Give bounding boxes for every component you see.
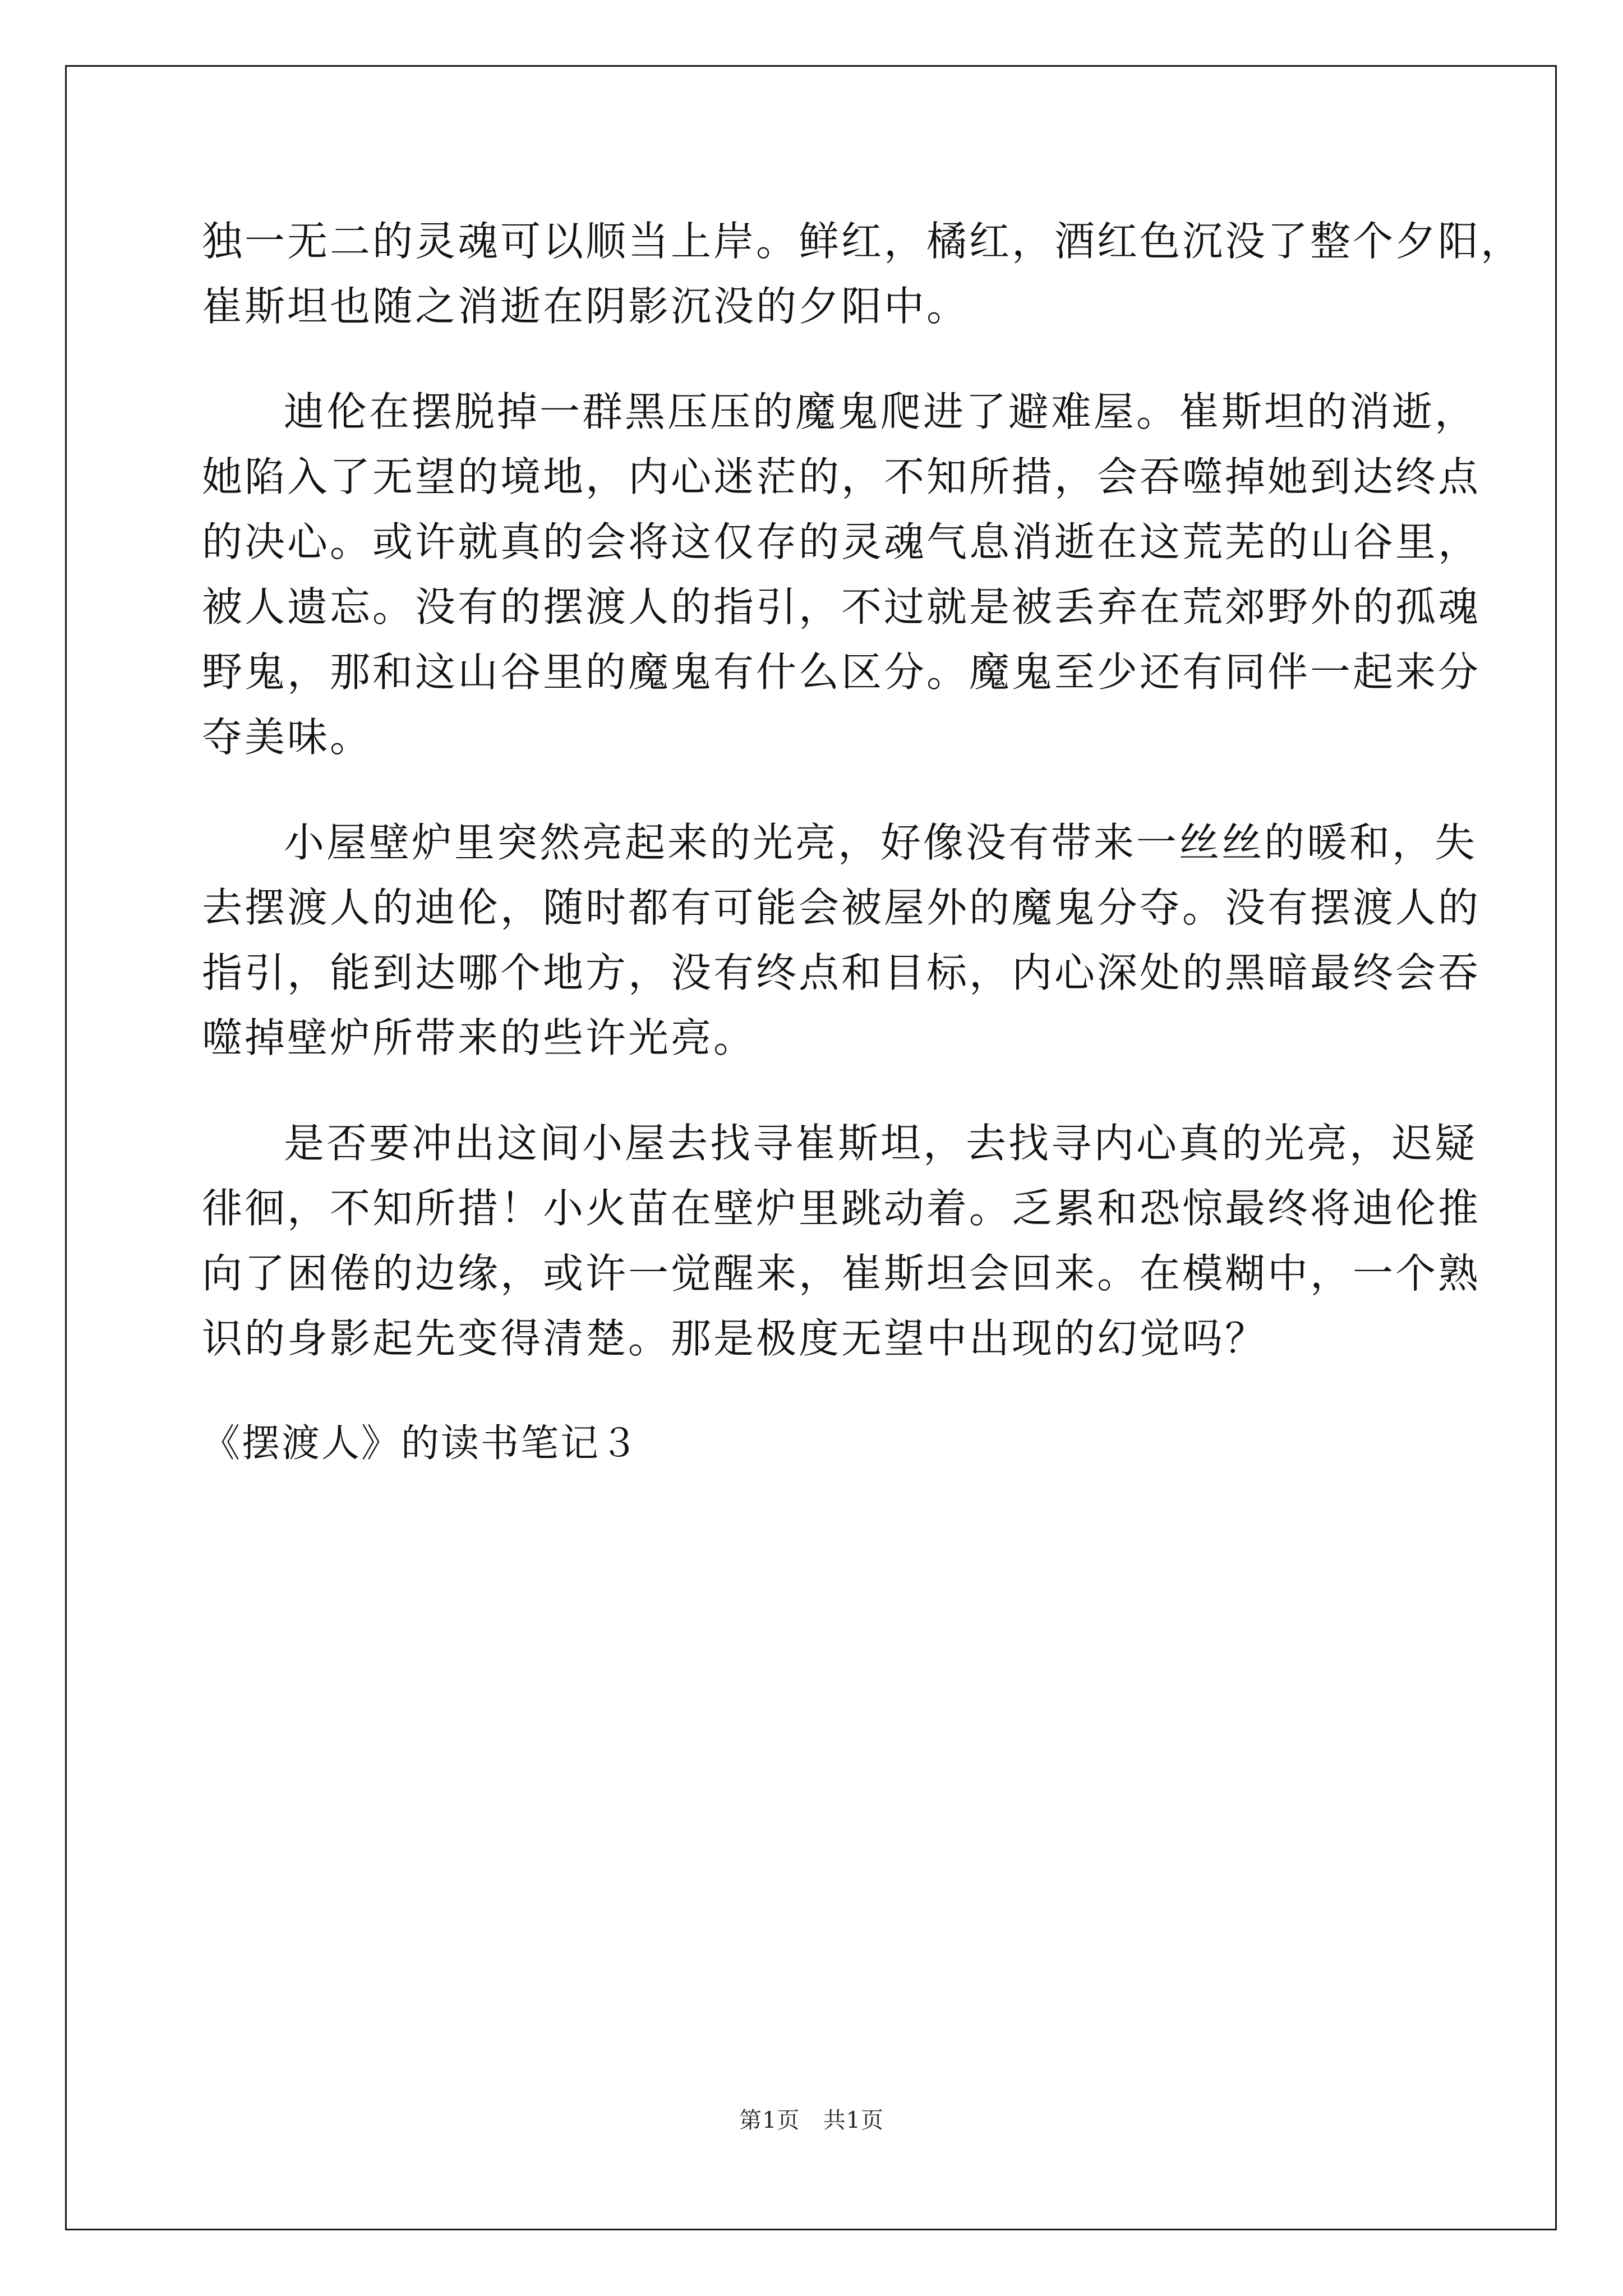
text-line: 是否要冲出这间小屋去找寻崔斯坦，去找寻内心真的光亮，迟疑 bbox=[284, 1120, 1478, 1167]
text-line: 噬掉壁炉所带来的些许光亮。 bbox=[202, 1014, 757, 1061]
section-title: 《摆渡人》的读书笔记３ bbox=[202, 1421, 640, 1466]
paragraph bbox=[202, 379, 1481, 770]
text-line: 徘徊，不知所措！小火苗在壁炉里跳动着。乏累和恐惊最终将迪伦推 bbox=[202, 1185, 1481, 1232]
page-total: 共1页 bbox=[823, 2108, 884, 2133]
text-line: 独一无二的灵魂可以顺当上岸。鲜红，橘红，酒红色沉没了整个夕阳， bbox=[202, 218, 1524, 265]
text-line: 夺美味。 bbox=[202, 714, 373, 761]
text-line: 向了困倦的边缘，或许一觉醒来，崔斯坦会回来。在模糊中，一个熟 bbox=[202, 1250, 1481, 1297]
text-line: 的决心。或许就真的会将这仅存的灵魂气息消逝在这荒芜的山谷里， bbox=[202, 518, 1481, 565]
text-line: 崔斯坦也随之消逝在阴影沉没的夕阳中。 bbox=[202, 283, 970, 330]
text-line: 迪伦在摆脱掉一群黑压压的魔鬼爬进了避难屋。崔斯坦的消逝， bbox=[284, 388, 1478, 435]
text-line: 识的身影起先变得清楚。那是极度无望中出现的幻觉吗？ bbox=[202, 1315, 1268, 1362]
paragraph bbox=[202, 810, 1481, 1070]
text-line: 野鬼，那和这山谷里的魔鬼有什么区分。魔鬼至少还有同伴一起来分 bbox=[202, 648, 1481, 696]
paragraph bbox=[202, 209, 1524, 339]
page-footer bbox=[0, 2105, 1623, 2136]
paragraph bbox=[202, 1111, 1481, 1371]
text-line: 小屋壁炉里突然亮起来的光亮，好像没有带来一丝丝的暖和，失 bbox=[284, 819, 1478, 866]
text-line: 指引，能到达哪个地方，没有终点和目标，内心深处的黑暗最终会吞 bbox=[202, 949, 1481, 996]
text-line: 被人遗忘。没有的摆渡人的指引，不过就是被丢弃在荒郊野外的孤魂 bbox=[202, 583, 1481, 631]
text-line: 她陷入了无望的境地，内心迷茫的，不知所措，会吞噬掉她到达终点 bbox=[202, 453, 1481, 500]
text-line: 去摆渡人的迪伦，随时都有可能会被屋外的魔鬼分夺。没有摆渡人的 bbox=[202, 884, 1481, 931]
page-number: 第1页 bbox=[739, 2108, 800, 2133]
document-body bbox=[202, 209, 1524, 1476]
